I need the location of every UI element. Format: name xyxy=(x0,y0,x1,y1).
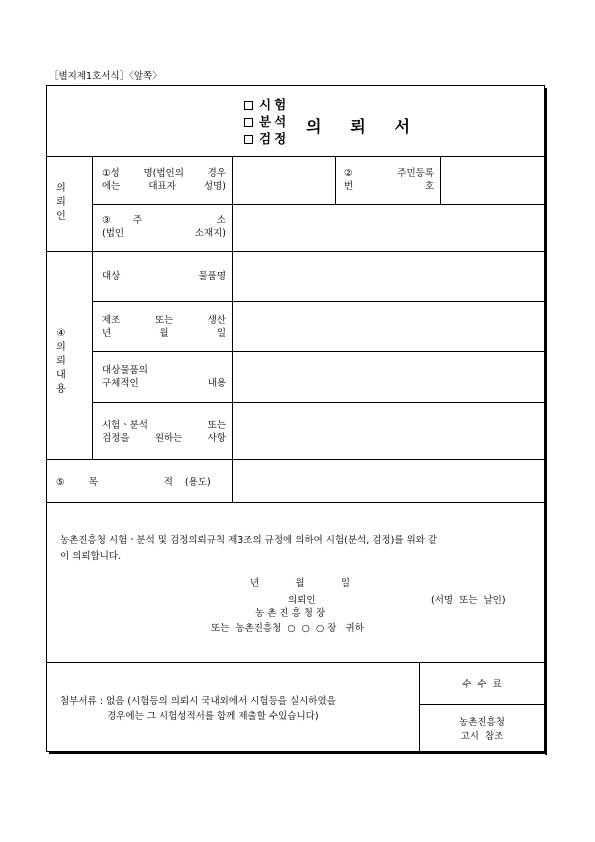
label-part: 호 xyxy=(424,181,434,192)
label-part: 번 xyxy=(344,181,354,192)
label-part: 또는 xyxy=(154,315,174,326)
label-part: 구체적인 xyxy=(102,378,139,389)
divider xyxy=(92,351,545,352)
label-part: 원하는 xyxy=(154,433,183,444)
attachment-line-1: 첨부서류 : 없음 (시험등의 의뢰시 국내외에서 시험등을 실시하였을 xyxy=(60,696,336,707)
label-part: 에는 xyxy=(102,181,121,192)
divider xyxy=(440,156,441,204)
label-char: 내 xyxy=(56,370,66,381)
test-checkbox[interactable] xyxy=(244,101,253,110)
label-part: 명(법인의 xyxy=(143,168,184,179)
label-char: 의 xyxy=(56,342,66,353)
inspection-checkbox[interactable] xyxy=(244,135,253,144)
label-part: 검정을 xyxy=(102,433,130,444)
analysis-checkbox[interactable] xyxy=(244,118,253,127)
label-char: 의 xyxy=(56,183,66,194)
requester-section-label xyxy=(54,182,68,224)
request-content-section-label xyxy=(54,327,68,397)
title-char: 의 xyxy=(306,117,322,136)
item-name-label xyxy=(102,270,226,283)
title-options xyxy=(244,96,289,147)
label-char: 뢰 xyxy=(56,197,66,208)
label-part: ③ xyxy=(102,215,111,226)
option-label: 검정 xyxy=(259,131,290,146)
addressee-1: 농 촌 진 흥 청 장 xyxy=(255,608,326,619)
label-part: 물품명 xyxy=(198,271,226,282)
attachment-line-2: 경우에는 그 시험성적서를 함께 제출할 수있습니다) xyxy=(107,711,319,722)
label-part: 대상 xyxy=(102,271,121,282)
divider xyxy=(92,204,545,205)
date-line xyxy=(250,577,350,590)
divider xyxy=(232,156,233,502)
label-part: 월 xyxy=(159,328,169,339)
label-part: 주민등록 xyxy=(397,168,434,179)
divider xyxy=(47,662,545,663)
divider xyxy=(92,402,545,403)
label-part: ⑤ xyxy=(56,477,65,488)
label-char: ④ xyxy=(56,328,66,339)
address-label xyxy=(102,214,226,240)
option-label: 분석 xyxy=(259,114,290,129)
manufacture-date-label xyxy=(102,314,226,340)
label-part: 소 xyxy=(216,215,226,226)
label-part: ② xyxy=(344,168,353,179)
date-day: 일 xyxy=(340,578,350,589)
label-char: 용 xyxy=(56,384,66,395)
fee-label: 수 수 료 xyxy=(462,679,502,690)
label-part: 또는 xyxy=(207,420,226,431)
divider xyxy=(47,459,545,460)
divider xyxy=(419,704,545,705)
statement-line-2: 이 의뢰합니다. xyxy=(60,551,122,562)
divider xyxy=(47,251,545,252)
title-char: 서 xyxy=(394,117,410,136)
requester-sign-label: 의뢰인 xyxy=(288,595,316,606)
label-part: 년 xyxy=(102,328,112,339)
frame-shadow-right xyxy=(545,88,547,755)
fee-note-line-1: 농촌진흥청 xyxy=(459,717,505,728)
divider xyxy=(92,301,545,302)
manufacture-date-field[interactable] xyxy=(234,303,544,350)
form-title xyxy=(306,114,410,137)
label-part: 성명) xyxy=(203,181,226,192)
label-part: ①성 xyxy=(102,168,120,179)
label-part: 제조 xyxy=(102,315,121,326)
label-part: 주 xyxy=(132,215,143,226)
name-label xyxy=(102,167,226,193)
item-details-field[interactable] xyxy=(234,353,544,401)
frame-shadow-bottom xyxy=(49,752,547,754)
label-part: 경우 xyxy=(207,168,226,179)
label-part: (법인 xyxy=(102,228,125,239)
title-char: 뢰 xyxy=(350,117,366,136)
divider xyxy=(47,502,545,503)
label-char: 뢰 xyxy=(56,356,66,367)
fee-note-line-2: 고시 참조 xyxy=(460,731,504,742)
label-part: (용도) xyxy=(184,477,211,488)
label-part: 사항 xyxy=(207,433,226,444)
divider xyxy=(335,156,336,204)
purpose-label xyxy=(56,476,226,489)
divider xyxy=(92,156,93,459)
desired-items-label xyxy=(102,419,226,445)
label-part: 대상물품의 xyxy=(102,365,148,376)
label-part: 시험ㆍ분석 xyxy=(102,420,148,431)
id-number-label xyxy=(344,167,434,193)
item-details-label xyxy=(102,364,226,390)
date-year: 년 xyxy=(250,578,260,589)
label-part: 내용 xyxy=(207,378,226,389)
divider xyxy=(47,156,545,157)
statement-line-1: 농촌진흥청 시험ㆍ분석 및 검정의뢰규칙 제3조의 규정에 의하여 시험(분석, 검정)를 위와 같 xyxy=(60,535,438,546)
purpose-field[interactable] xyxy=(234,461,544,501)
label-part: 생산 xyxy=(207,315,226,326)
desired-items-field[interactable] xyxy=(234,404,544,458)
label-part: 소재지) xyxy=(194,228,226,239)
form-code: ［별지제1호서식］〈앞쪽〉 xyxy=(49,71,162,82)
label-char: 인 xyxy=(56,211,66,222)
label-part: 대표자 xyxy=(148,181,176,192)
addressee-2: 또는 농촌진흥청 ○ ○ ○ 장 귀하 xyxy=(211,623,364,634)
option-label: 시험 xyxy=(259,97,290,112)
label-part: 일 xyxy=(216,328,226,339)
label-part: 적 xyxy=(163,477,173,488)
signature-note: (서명 또는 날인) xyxy=(431,595,506,606)
label-part: 목 xyxy=(88,477,98,488)
item-name-field[interactable] xyxy=(234,253,544,300)
date-month: 월 xyxy=(295,578,305,589)
